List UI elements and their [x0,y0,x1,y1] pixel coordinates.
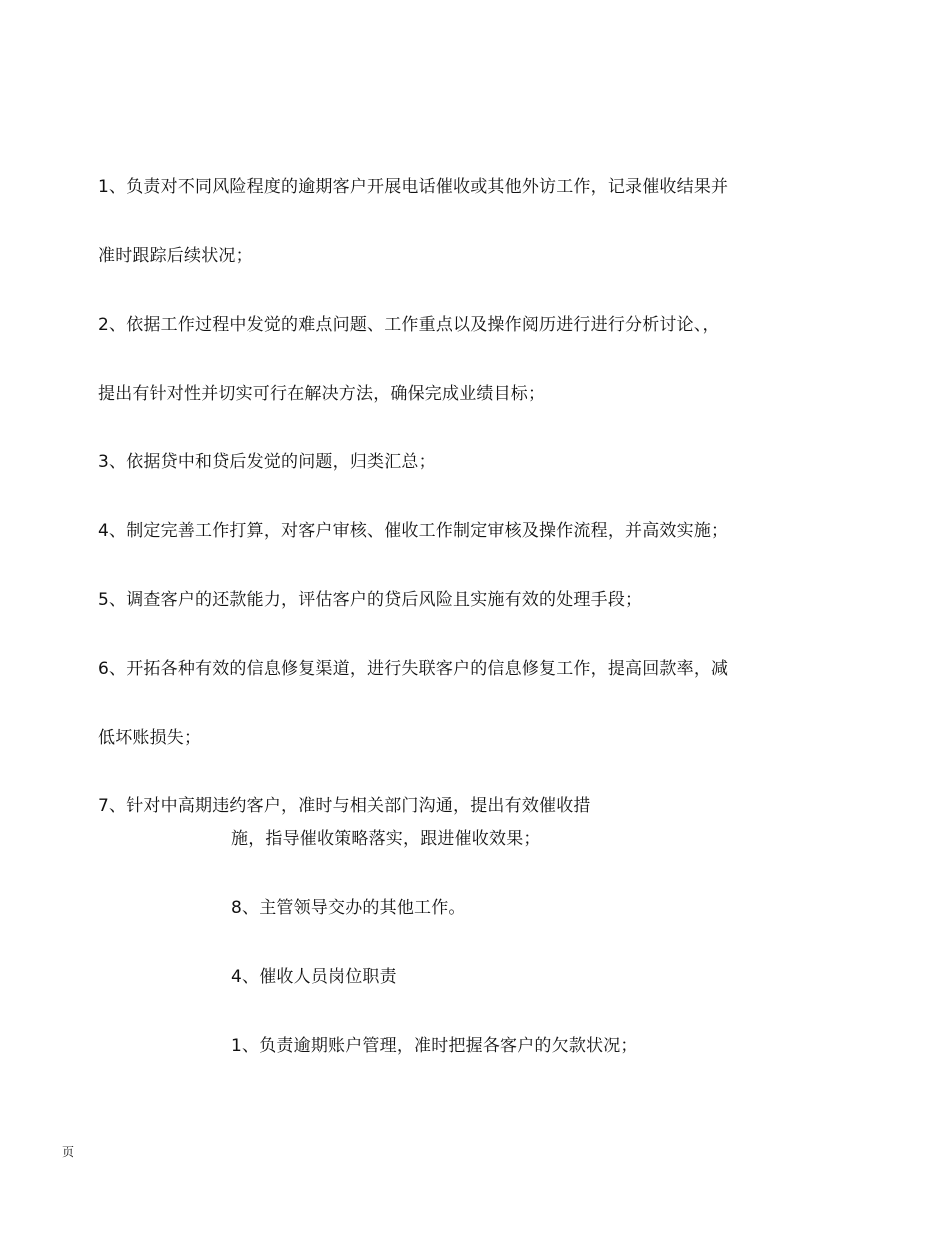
text-line-1: 1、负责对不同风险程度的逾期客户开展电话催收或其他外访工作，记录催收结果并 [98,177,729,197]
text-line-6: 4、制定完善工作打算，对客户审核、催收工作制定审核及操作流程，并高效实施； [98,521,729,541]
page-footer: 页 [62,1145,75,1159]
text-line-8: 6、开拓各种有效的信息修复渠道，进行失联客户的信息修复工作，提高回款率，减 [98,659,729,679]
text-line-12: 8、主管领导交办的其他工作。 [231,898,466,918]
text-line-14: 1、负责逾期账户管理，准时把握各客户的欠款状况； [231,1036,638,1056]
text-line-10: 7、针对中高期违约客户，准时与相关部门沟通，提出有效催收措 [98,796,591,816]
text-line-2: 准时跟踪后续状况； [98,246,253,266]
text-line-4: 提出有针对性并切实可行在解决方法，确保完成业绩目标； [98,384,546,404]
text-line-5: 3、依据贷中和贷后发觉的问题，归类汇总； [98,452,436,472]
text-line-3: 2、依据工作过程中发觉的难点问题、工作重点以及操作阅历进行进行分析讨论、， [98,315,720,335]
text-line-7: 5、调查客户的还款能力，评估客户的贷后风险且实施有效的处理手段； [98,590,643,610]
text-line-9: 低坏账损失； [98,728,202,748]
text-line-11: 施，指导催收策略落实，跟进催收效果； [231,829,541,849]
section-heading: 4、催收人员岗位职责 [231,967,397,987]
